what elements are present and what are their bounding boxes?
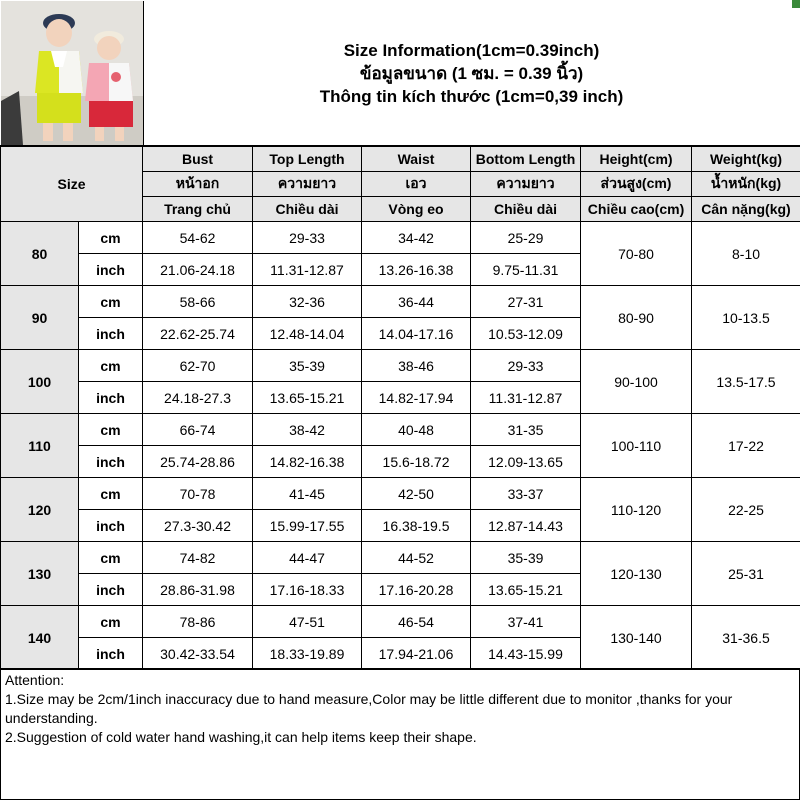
- cell-weight: 17-22: [692, 414, 800, 478]
- cell-cm: 66-74: [143, 414, 253, 446]
- cell-weight: 8-10: [692, 222, 800, 286]
- cell-inch: 16.38-19.5: [362, 510, 471, 542]
- table-row-cm: [1, 542, 800, 574]
- table-row-cm: [1, 414, 800, 446]
- col-height-en: Height(cm): [581, 147, 692, 172]
- cell-weight: 25-31: [692, 542, 800, 606]
- cell-height: 70-80: [581, 222, 692, 286]
- cell-inch: 14.82-17.94: [362, 382, 471, 414]
- cell-inch: 15.99-17.55: [253, 510, 362, 542]
- cell-inch: 11.31-12.87: [253, 254, 362, 286]
- table-row-cm: [1, 222, 800, 254]
- cell-inch: 24.18-27.3: [143, 382, 253, 414]
- table-row-cm: [1, 606, 800, 638]
- cell-cm: 40-48: [362, 414, 471, 446]
- cell-inch: 15.6-18.72: [362, 446, 471, 478]
- size-value: 100: [1, 350, 79, 414]
- table-row-cm: [1, 350, 800, 382]
- col-top-length-vi: Chiều dài: [253, 197, 362, 222]
- cell-height: 120-130: [581, 542, 692, 606]
- product-photo: [1, 1, 144, 145]
- size-value: 110: [1, 414, 79, 478]
- unit-inch: inch: [79, 510, 143, 542]
- unit-cm: cm: [79, 222, 143, 254]
- header: [0, 0, 800, 146]
- cell-cm: 38-42: [253, 414, 362, 446]
- header-row-en: [1, 147, 800, 172]
- cell-inch: 21.06-24.18: [143, 254, 253, 286]
- cell-cm: 46-54: [362, 606, 471, 638]
- cell-inch: 13.65-15.21: [253, 382, 362, 414]
- col-weight-vi: Cân nặng(kg): [692, 197, 800, 222]
- cell-inch: 17.16-18.33: [253, 574, 362, 606]
- size-value: 140: [1, 606, 79, 670]
- cell-weight: 31-36.5: [692, 606, 800, 670]
- cell-height: 80-90: [581, 286, 692, 350]
- cell-inch: 28.86-31.98: [143, 574, 253, 606]
- col-bust-vi: Trang chủ: [143, 197, 253, 222]
- cell-cm: 42-50: [362, 478, 471, 510]
- cell-cm: 36-44: [362, 286, 471, 318]
- attention-line-1: 1.Size may be 2cm/1inch inaccuracy due to hand measure,Color may be little different due to monitor ,thanks for your understanding.: [5, 691, 733, 726]
- unit-cm: cm: [79, 606, 143, 638]
- cell-inch: 17.94-21.06: [362, 638, 471, 670]
- col-weight-en: Weight(kg): [692, 147, 800, 172]
- kids-photo-illustration: [1, 1, 143, 145]
- col-height-vi: Chiều cao(cm): [581, 197, 692, 222]
- size-value: 130: [1, 542, 79, 606]
- header-title-block: [143, 0, 800, 146]
- col-top-length-th: ความยาว: [253, 172, 362, 197]
- cell-cm: 62-70: [143, 350, 253, 382]
- cell-height: 100-110: [581, 414, 692, 478]
- col-bust-en: Bust: [143, 147, 253, 172]
- unit-cm: cm: [79, 478, 143, 510]
- col-bottom-length-vi: Chiều dài: [471, 197, 581, 222]
- size-column-title: Size: [1, 147, 143, 222]
- cell-cm: 74-82: [143, 542, 253, 574]
- cell-inch: 17.16-20.28: [362, 574, 471, 606]
- cell-cm: 54-62: [143, 222, 253, 254]
- cell-inch: 25.74-28.86: [143, 446, 253, 478]
- col-weight-th: น้ำหนัก(kg): [692, 172, 800, 197]
- title-english: Size Information(1cm=0.39inch): [343, 40, 600, 60]
- cell-height: 110-120: [581, 478, 692, 542]
- size-table: [0, 146, 800, 670]
- cell-cm: 29-33: [471, 350, 581, 382]
- table-row-cm: [1, 478, 800, 510]
- cell-weight: 22-25: [692, 478, 800, 542]
- cell-inch: 10.53-12.09: [471, 318, 581, 350]
- unit-inch: inch: [79, 318, 143, 350]
- cell-inch: 13.65-15.21: [471, 574, 581, 606]
- cell-cm: 34-42: [362, 222, 471, 254]
- unit-inch: inch: [79, 638, 143, 670]
- cell-weight: 10-13.5: [692, 286, 800, 350]
- attention-notes: [0, 668, 800, 800]
- corner-mark: [792, 0, 800, 8]
- cell-inch: 14.04-17.16: [362, 318, 471, 350]
- unit-cm: cm: [79, 414, 143, 446]
- cell-inch: 27.3-30.42: [143, 510, 253, 542]
- unit-cm: cm: [79, 286, 143, 318]
- cell-cm: 44-47: [253, 542, 362, 574]
- cell-inch: 18.33-19.89: [253, 638, 362, 670]
- cell-inch: 30.42-33.54: [143, 638, 253, 670]
- cell-cm: 27-31: [471, 286, 581, 318]
- cell-cm: 31-35: [471, 414, 581, 446]
- unit-inch: inch: [79, 382, 143, 414]
- col-waist-en: Waist: [362, 147, 471, 172]
- cell-weight: 13.5-17.5: [692, 350, 800, 414]
- unit-inch: inch: [79, 574, 143, 606]
- cell-cm: 35-39: [253, 350, 362, 382]
- cell-inch: 14.82-16.38: [253, 446, 362, 478]
- unit-inch: inch: [79, 446, 143, 478]
- col-top-length-en: Top Length: [253, 147, 362, 172]
- cell-inch: 13.26-16.38: [362, 254, 471, 286]
- title-thai: ข้อมูลขนาด (1 ซม. = 0.39 นิ้ว): [359, 63, 584, 83]
- table-row-cm: [1, 286, 800, 318]
- cell-cm: 25-29: [471, 222, 581, 254]
- col-waist-th: เอว: [362, 172, 471, 197]
- cell-height: 90-100: [581, 350, 692, 414]
- title-vietnamese: Thông tin kích thước (1cm=0,39 inch): [319, 86, 624, 106]
- attention-title: Attention:: [5, 672, 65, 688]
- cell-inch: 22.62-25.74: [143, 318, 253, 350]
- unit-cm: cm: [79, 350, 143, 382]
- col-bottom-length-en: Bottom Length: [471, 147, 581, 172]
- size-value: 120: [1, 478, 79, 542]
- cell-inch: 11.31-12.87: [471, 382, 581, 414]
- cell-cm: 38-46: [362, 350, 471, 382]
- cell-cm: 58-66: [143, 286, 253, 318]
- cell-inch: 12.09-13.65: [471, 446, 581, 478]
- cell-inch: 12.48-14.04: [253, 318, 362, 350]
- cell-cm: 47-51: [253, 606, 362, 638]
- cell-cm: 37-41: [471, 606, 581, 638]
- cell-cm: 78-86: [143, 606, 253, 638]
- cell-cm: 35-39: [471, 542, 581, 574]
- size-value: 80: [1, 222, 79, 286]
- cell-cm: 32-36: [253, 286, 362, 318]
- cell-cm: 41-45: [253, 478, 362, 510]
- cell-cm: 70-78: [143, 478, 253, 510]
- cell-cm: 29-33: [253, 222, 362, 254]
- cell-height: 130-140: [581, 606, 692, 670]
- col-height-th: ส่วนสูง(cm): [581, 172, 692, 197]
- cell-cm: 33-37: [471, 478, 581, 510]
- cell-inch: 12.87-14.43: [471, 510, 581, 542]
- unit-cm: cm: [79, 542, 143, 574]
- cell-inch: 14.43-15.99: [471, 638, 581, 670]
- size-value: 90: [1, 286, 79, 350]
- col-bottom-length-th: ความยาว: [471, 172, 581, 197]
- cell-cm: 44-52: [362, 542, 471, 574]
- cell-inch: 9.75-11.31: [471, 254, 581, 286]
- attention-line-2: 2.Suggestion of cold water hand washing,it can help items keep their shape.: [5, 729, 477, 745]
- col-waist-vi: Vòng eo: [362, 197, 471, 222]
- unit-inch: inch: [79, 254, 143, 286]
- col-bust-th: หน้าอก: [143, 172, 253, 197]
